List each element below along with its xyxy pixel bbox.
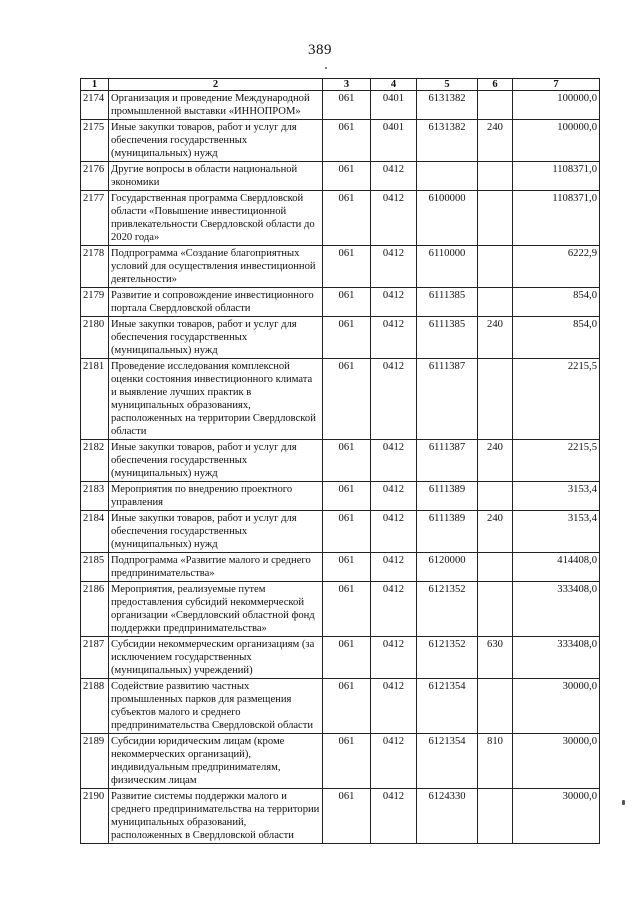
header-cell: 2 xyxy=(109,79,323,91)
amount-cell: 6222,9 xyxy=(513,246,600,288)
item-name-cell: Подпрограмма «Развитие малого и среднего предпринимательства» xyxy=(109,553,323,582)
row-number-cell: 2179 xyxy=(81,288,109,317)
item-name-cell: Содействие развитию частных промышленных парков для размещения субъектов малого и среднего предпринимательства Свердловской области xyxy=(109,679,323,734)
target-code-cell: 6121354 xyxy=(417,734,478,789)
target-code-cell: 6111389 xyxy=(417,511,478,553)
section-code-cell: 0412 xyxy=(371,359,417,440)
item-name-cell: Развитие системы поддержки малого и среднего предпринимательства на территории муниципальных образований, расположенных в Свердловской области xyxy=(109,789,323,844)
admin-code-cell: 061 xyxy=(323,482,371,511)
amount-cell: 3153,4 xyxy=(513,482,600,511)
target-code-cell: 6111385 xyxy=(417,317,478,359)
header-cell: 1 xyxy=(81,79,109,91)
item-name-cell: Иные закупки товаров, работ и услуг для обеспечения государственных (муниципальных) нужд xyxy=(109,440,323,482)
row-number-cell: 2176 xyxy=(81,162,109,191)
row-number-cell: 2187 xyxy=(81,637,109,679)
section-code-cell: 0412 xyxy=(371,679,417,734)
row-number-cell: 2181 xyxy=(81,359,109,440)
header-cell: 7 xyxy=(513,79,600,91)
amount-cell: 1108371,0 xyxy=(513,162,600,191)
item-name-cell: Субсидии некоммерческим организациям (за исключением государственных (муниципальных) учреждений) xyxy=(109,637,323,679)
target-code-cell: 6111385 xyxy=(417,288,478,317)
table-row xyxy=(81,191,600,246)
admin-code-cell: 061 xyxy=(323,553,371,582)
amount-cell: 2215,5 xyxy=(513,359,600,440)
expense-type-cell xyxy=(478,553,513,582)
expense-type-cell: 240 xyxy=(478,440,513,482)
table-row xyxy=(81,482,600,511)
admin-code-cell: 061 xyxy=(323,246,371,288)
table-row xyxy=(81,734,600,789)
row-number-cell: 2177 xyxy=(81,191,109,246)
section-code-cell: 0401 xyxy=(371,91,417,120)
header-cell: 5 xyxy=(417,79,478,91)
expense-type-cell xyxy=(478,582,513,637)
admin-code-cell: 061 xyxy=(323,120,371,162)
row-number-cell: 2178 xyxy=(81,246,109,288)
target-code-cell: 6124330 xyxy=(417,789,478,844)
amount-cell: 30000,0 xyxy=(513,789,600,844)
target-code-cell: 6110000 xyxy=(417,246,478,288)
item-name-cell: Проведение исследования комплексной оценки состояния инвестиционного климата и выявление лучших практик в муниципальных образованиях, расположенных на территории Свердловской области xyxy=(109,359,323,440)
row-number-cell: 2174 xyxy=(81,91,109,120)
amount-cell: 30000,0 xyxy=(513,679,600,734)
amount-cell: 1108371,0 xyxy=(513,191,600,246)
item-name-cell: Иные закупки товаров, работ и услуг для обеспечения государственных (муниципальных) нужд xyxy=(109,511,323,553)
amount-cell: 3153,4 xyxy=(513,511,600,553)
expense-type-cell: 240 xyxy=(478,511,513,553)
row-number-cell: 2186 xyxy=(81,582,109,637)
table-row xyxy=(81,359,600,440)
admin-code-cell: 061 xyxy=(323,359,371,440)
item-name-cell: Иные закупки товаров, работ и услуг для обеспечения государственных (муниципальных) нужд xyxy=(109,120,323,162)
admin-code-cell: 061 xyxy=(323,734,371,789)
admin-code-cell: 061 xyxy=(323,288,371,317)
section-code-cell: 0412 xyxy=(371,511,417,553)
item-name-cell: Развитие и сопровождение инвестиционного портала Свердловской области xyxy=(109,288,323,317)
section-code-cell: 0412 xyxy=(371,191,417,246)
amount-cell: 100000,0 xyxy=(513,91,600,120)
target-code-cell: 6121354 xyxy=(417,679,478,734)
amount-cell: 414408,0 xyxy=(513,553,600,582)
expense-type-cell: 810 xyxy=(478,734,513,789)
expense-type-cell xyxy=(478,359,513,440)
expense-type-cell: 240 xyxy=(478,120,513,162)
item-name-cell: Подпрограмма «Создание благоприятных условий для осуществления инвестиционной деятельности» xyxy=(109,246,323,288)
header-cell: 4 xyxy=(371,79,417,91)
row-number-cell: 2184 xyxy=(81,511,109,553)
section-code-cell: 0412 xyxy=(371,246,417,288)
admin-code-cell: 061 xyxy=(323,162,371,191)
amount-cell: 333408,0 xyxy=(513,582,600,637)
admin-code-cell: 061 xyxy=(323,679,371,734)
section-code-cell: 0412 xyxy=(371,789,417,844)
row-number-cell: 2188 xyxy=(81,679,109,734)
section-code-cell: 0412 xyxy=(371,482,417,511)
scan-speck xyxy=(622,800,625,805)
item-name-cell: Иные закупки товаров, работ и услуг для обеспечения государственных (муниципальных) нужд xyxy=(109,317,323,359)
table-row xyxy=(81,120,600,162)
target-code-cell xyxy=(417,162,478,191)
table-header xyxy=(81,79,600,91)
target-code-cell: 6100000 xyxy=(417,191,478,246)
target-code-cell: 6111389 xyxy=(417,482,478,511)
amount-cell: 333408,0 xyxy=(513,637,600,679)
row-number-cell: 2185 xyxy=(81,553,109,582)
table-row xyxy=(81,91,600,120)
section-code-cell: 0412 xyxy=(371,553,417,582)
section-code-cell: 0401 xyxy=(371,120,417,162)
section-code-cell: 0412 xyxy=(371,734,417,789)
target-code-cell: 6131382 xyxy=(417,91,478,120)
table-row xyxy=(81,582,600,637)
expense-type-cell xyxy=(478,288,513,317)
header-cell: 6 xyxy=(478,79,513,91)
admin-code-cell: 061 xyxy=(323,317,371,359)
table-row xyxy=(81,440,600,482)
row-number-cell: 2180 xyxy=(81,317,109,359)
expense-type-cell xyxy=(478,162,513,191)
page-number: 389 xyxy=(308,42,332,58)
amount-cell: 854,0 xyxy=(513,288,600,317)
row-number-cell: 2175 xyxy=(81,120,109,162)
section-code-cell: 0412 xyxy=(371,582,417,637)
admin-code-cell: 061 xyxy=(323,440,371,482)
row-number-cell: 2183 xyxy=(81,482,109,511)
target-code-cell: 6121352 xyxy=(417,637,478,679)
table-row xyxy=(81,511,600,553)
item-name-cell: Другие вопросы в области национальной экономики xyxy=(109,162,323,191)
item-name-cell: Государственная программа Свердловской области «Повышение инвестиционной привлекательности Свердловской области до 2020 года» xyxy=(109,191,323,246)
section-code-cell: 0412 xyxy=(371,440,417,482)
table-row xyxy=(81,317,600,359)
scan-speck xyxy=(325,67,327,69)
target-code-cell: 6131382 xyxy=(417,120,478,162)
expense-type-cell xyxy=(478,679,513,734)
expense-type-cell xyxy=(478,191,513,246)
expense-type-cell: 240 xyxy=(478,317,513,359)
expense-type-cell xyxy=(478,482,513,511)
item-name-cell: Мероприятия по внедрению проектного управления xyxy=(109,482,323,511)
item-name-cell: Организация и проведение Международной промышленной выставки «ИННОПРОМ» xyxy=(109,91,323,120)
table-row xyxy=(81,246,600,288)
expense-type-cell: 630 xyxy=(478,637,513,679)
table-row xyxy=(81,553,600,582)
amount-cell: 854,0 xyxy=(513,317,600,359)
header-row xyxy=(81,79,600,91)
item-name-cell: Мероприятия, реализуемые путем предоставления субсидий некоммерческой организации «Свердловский областной фонд поддержки предпринимательства» xyxy=(109,582,323,637)
amount-cell: 100000,0 xyxy=(513,120,600,162)
admin-code-cell: 061 xyxy=(323,789,371,844)
amount-cell: 30000,0 xyxy=(513,734,600,789)
section-code-cell: 0412 xyxy=(371,637,417,679)
row-number-cell: 2182 xyxy=(81,440,109,482)
table-body xyxy=(81,91,600,844)
expense-type-cell xyxy=(478,246,513,288)
expense-type-cell xyxy=(478,91,513,120)
section-code-cell: 0412 xyxy=(371,288,417,317)
admin-code-cell: 061 xyxy=(323,91,371,120)
target-code-cell: 6111387 xyxy=(417,359,478,440)
amount-cell: 2215,5 xyxy=(513,440,600,482)
header-cell: 3 xyxy=(323,79,371,91)
expense-type-cell xyxy=(478,789,513,844)
table-row xyxy=(81,162,600,191)
budget-table xyxy=(80,78,600,844)
section-code-cell: 0412 xyxy=(371,317,417,359)
section-code-cell: 0412 xyxy=(371,162,417,191)
admin-code-cell: 061 xyxy=(323,582,371,637)
admin-code-cell: 061 xyxy=(323,511,371,553)
target-code-cell: 6120000 xyxy=(417,553,478,582)
admin-code-cell: 061 xyxy=(323,637,371,679)
table-row xyxy=(81,637,600,679)
table-row xyxy=(81,288,600,317)
table-row xyxy=(81,679,600,734)
row-number-cell: 2189 xyxy=(81,734,109,789)
row-number-cell: 2190 xyxy=(81,789,109,844)
table-row xyxy=(81,789,600,844)
item-name-cell: Субсидии юридическим лицам (кроме некоммерческих организаций), индивидуальным предпринимателям, физическим лицам xyxy=(109,734,323,789)
admin-code-cell: 061 xyxy=(323,191,371,246)
target-code-cell: 6121352 xyxy=(417,582,478,637)
target-code-cell: 6111387 xyxy=(417,440,478,482)
